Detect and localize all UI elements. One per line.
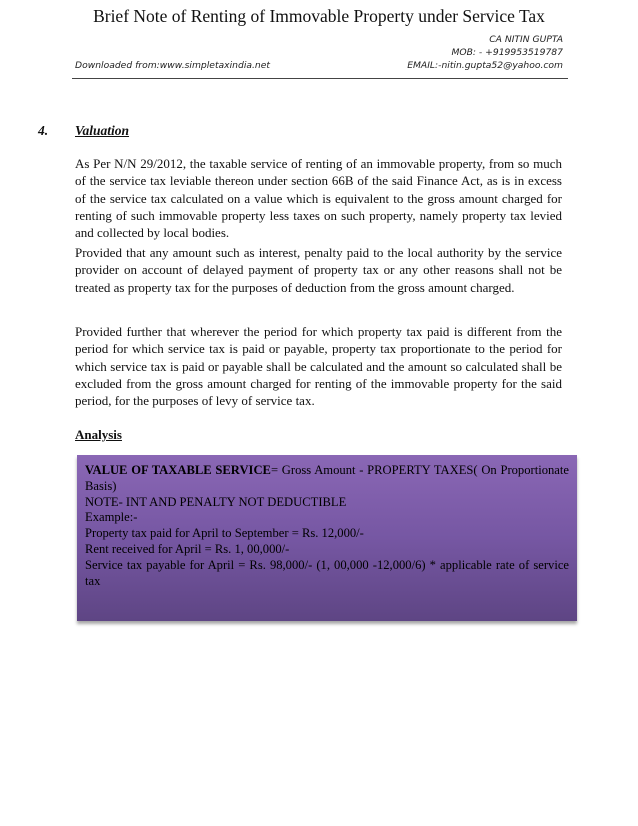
value-formula: = Gross Amount - PROPERTY TAXES( On Proportionate Basis) — [85, 463, 569, 493]
download-source: Downloaded from:www.simpletaxindia.net — [75, 60, 271, 71]
example-label: Example:- — [85, 510, 138, 525]
author-name: CA NITIN GUPTA — [489, 34, 563, 45]
value-definition — [85, 463, 569, 495]
analysis-box — [77, 455, 577, 621]
author-mobile: MOB: - +919953519787 — [451, 47, 563, 58]
section-number: 4. — [38, 123, 49, 138]
example-line-1: Property tax paid for April to September = Rs. 12,000/- — [85, 526, 364, 541]
valuation-paragraph-3: Provided further that wherever the period for which property tax paid is different from the period for which service tax is paid or payable, property tax proportionate to the period for which service tax is paid or payable shall be calculated and the amount so calculated shall be excluded from the gross amount charged for renting of the immovable property for the said period, for the purposes of levy of service tax. — [75, 324, 562, 409]
deduction-note: NOTE- INT AND PENALTY NOT DEDUCTIBLE — [85, 494, 347, 509]
analysis-heading: Analysis — [75, 427, 122, 442]
valuation-paragraph-2: Provided that any amount such as interest, penalty paid to the local authority by the service provider on account of delayed payment of property tax or any other reasons shall not be treated as property tax for the purposes of deduction from the gross amount charged. — [75, 245, 562, 295]
header-divider — [72, 78, 568, 79]
author-contact — [407, 33, 563, 72]
example-line-2: Rent received for April = Rs. 1, 00,000/- — [85, 541, 290, 556]
example-line-3: Service tax payable for April = Rs. 98,000/- (1, 00,000 -12,000/6) * applicable rate of service tax — [85, 557, 569, 588]
valuation-paragraph-1: As Per N/N 29/2012, the taxable service of renting of an immovable property, from so much of the service tax leviable thereon under section 66B of the said Finance Act, as is in excess of the service tax calculated on a value which is equivalent to the gross amount charged for renting of such immovable property less taxes on such property, namely property tax levied and collected by local bodies. — [75, 156, 562, 241]
value-label: VALUE OF TAXABLE SERVICE — [85, 463, 271, 477]
author-email: EMAIL:-nitin.gupta52@yahoo.com — [407, 60, 563, 71]
section-title: Valuation — [75, 123, 130, 138]
document-title: Brief Note of Renting of Immovable Property under Service Tax — [93, 6, 545, 26]
